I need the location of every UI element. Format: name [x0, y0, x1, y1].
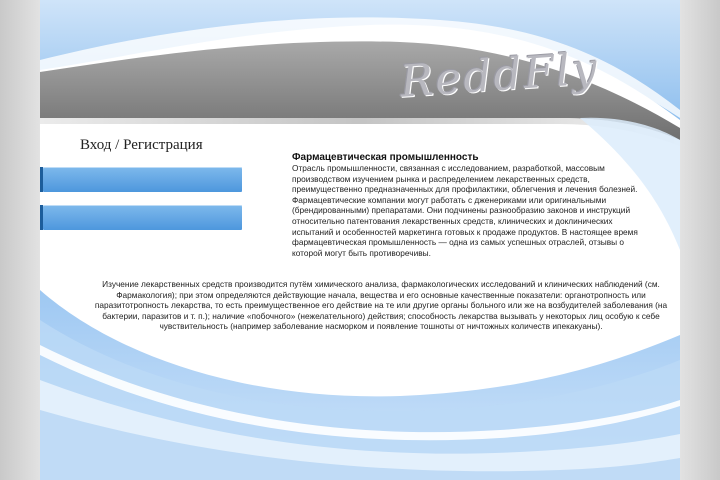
login-register-link[interactable]: Вход / Регистрация: [80, 137, 203, 153]
page-side-shadow-right: [680, 0, 720, 480]
article-body: Изучение лекарственных средств производится путём химического анализа, фармакологических исследований и клинических наблюдений (см. Фармакология); при этом определяются действующие начала, вещества и его основные качественные показатели: органотропность или паразитотропность лекарства, то есть преимущественное его действие на те или другие органы больного или же на возбудителей заболевания (на бактерии, паразитов и т. п.); наличие «побочного» (нежелательного) действия; способность лекарства вызывать у некоторых лиц особую к себе чувствительность (например заболевание насморком и появление тошноты от ничтожных количеств ипекакуаны).: [94, 279, 668, 332]
brand-logo: ReddFly: [398, 43, 601, 108]
nav-bar-cap: [40, 167, 43, 192]
nav-bar-2[interactable]: [43, 205, 242, 230]
nav-bar-cap: [40, 205, 43, 230]
page-side-shadow-left: [0, 0, 40, 480]
page-canvas: [40, 0, 680, 480]
article-intro: Отрасль промышленности, связанная с исследованием, разработкой, массовым производством изучением рынка и распределением лекарственных средств, преимущественно предназначенных для профилактики, облегчения и лечения болезней. Фармацевтические компании могут работать с дженериками или оригинальными (брендированными) препаратами. Они подчинены разнообразию законов и инструкций относительно патентования лекарственных средств, клинических и доклинических испытаний и особенностей маркетинга готовых к продаже продуктов. В настоящее время фармацевтическая промышленность — одна из самых успешных отраслей, отзывы о которой могут быть противоречивы.: [292, 163, 638, 258]
nav-bar-1[interactable]: [43, 167, 242, 192]
article-title: Фармацевтическая промышленность: [292, 152, 479, 163]
